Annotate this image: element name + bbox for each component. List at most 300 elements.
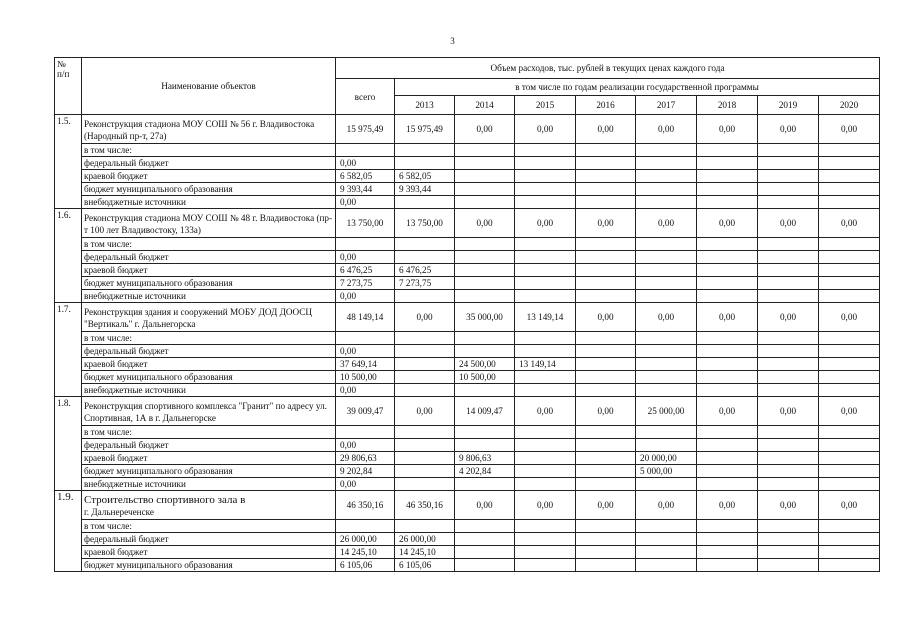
funding-year-value [758, 290, 819, 303]
funding-year-value [455, 559, 515, 572]
funding-total-value: 29 806,63 [336, 452, 395, 465]
funding-year-value [636, 546, 697, 559]
funding-year-value [515, 264, 576, 277]
funding-year-value [758, 157, 819, 170]
funding-total-value: 0,00 [336, 345, 395, 358]
funding-year-value [395, 157, 455, 170]
funding-year-value [819, 290, 880, 303]
funding-year-value [395, 358, 455, 371]
funding-year-value [758, 170, 819, 183]
header-year-2015: 2015 [515, 96, 576, 115]
funding-label: в том числе: [82, 426, 336, 439]
funding-row [55, 264, 880, 277]
funding-total-value [336, 426, 395, 439]
funding-year-value [636, 358, 697, 371]
funding-year-value [576, 170, 636, 183]
funding-total-value: 0,00 [336, 384, 395, 397]
funding-year-value [576, 196, 636, 209]
funding-year-value [455, 144, 515, 157]
funding-year-value [758, 384, 819, 397]
funding-year-value [576, 478, 636, 491]
project-year-value: 0,00 [636, 209, 697, 238]
header-total-cell: всего [336, 79, 395, 115]
funding-year-value [455, 345, 515, 358]
funding-row [55, 144, 880, 157]
funding-year-value: 6 105,06 [395, 559, 455, 572]
project-year-value: 0,00 [455, 491, 515, 520]
funding-label: бюджет муниципального образования [82, 183, 336, 196]
funding-year-value [697, 196, 758, 209]
funding-year-value [515, 332, 576, 345]
funding-year-value [758, 426, 819, 439]
funding-row [55, 332, 880, 345]
funding-year-value [697, 439, 758, 452]
header-num-line1: № [57, 59, 66, 69]
funding-year-value [576, 384, 636, 397]
funding-year-value [819, 384, 880, 397]
funding-total-value: 37 649,14 [336, 358, 395, 371]
funding-year-value [395, 439, 455, 452]
funding-total-value: 0,00 [336, 439, 395, 452]
funding-year-value [515, 170, 576, 183]
project-row [55, 209, 880, 238]
table-body [55, 115, 880, 572]
funding-year-value [515, 533, 576, 546]
funding-year-value [758, 478, 819, 491]
project-name-line1: Строительство спортивного зала в [84, 494, 246, 506]
funding-year-value: 26 000,00 [395, 533, 455, 546]
funding-total-value [336, 144, 395, 157]
funding-year-value [455, 264, 515, 277]
funding-year-value [515, 345, 576, 358]
funding-year-value [697, 533, 758, 546]
funding-year-value [576, 546, 636, 559]
project-year-value: 0,00 [455, 209, 515, 238]
funding-year-value [395, 144, 455, 157]
project-number: 1.8. [55, 397, 82, 491]
funding-year-value [819, 345, 880, 358]
project-year-value: 15 975,49 [395, 115, 455, 144]
budget-table [54, 57, 880, 572]
funding-year-value [697, 238, 758, 251]
funding-year-value [697, 465, 758, 478]
funding-year-value: 5 000,00 [636, 465, 697, 478]
project-year-value: 0,00 [515, 397, 576, 426]
funding-year-value: 13 149,14 [515, 358, 576, 371]
project-year-value: 0,00 [515, 491, 576, 520]
funding-year-value [758, 520, 819, 533]
project-year-value: 0,00 [576, 303, 636, 332]
funding-row [55, 533, 880, 546]
funding-year-value [819, 426, 880, 439]
funding-year-value [515, 439, 576, 452]
project-total-value: 46 350,16 [336, 491, 395, 520]
funding-year-value [819, 251, 880, 264]
funding-year-value [758, 358, 819, 371]
funding-year-value [758, 371, 819, 384]
funding-year-value: 9 806,63 [455, 452, 515, 465]
funding-year-value [636, 332, 697, 345]
funding-year-value [636, 559, 697, 572]
funding-year-value: 4 202,84 [455, 465, 515, 478]
funding-row [55, 358, 880, 371]
funding-year-value [515, 196, 576, 209]
funding-year-value [697, 144, 758, 157]
project-year-value: 0,00 [697, 303, 758, 332]
funding-year-value [515, 452, 576, 465]
funding-year-value: 20 000,00 [636, 452, 697, 465]
project-name: Реконструкция здания и сооружений МОБУ ДОД ДООСЦ "Вертикаль" г. Дальнегорска [82, 303, 336, 332]
project-year-value: 0,00 [636, 303, 697, 332]
funding-year-value [758, 546, 819, 559]
funding-year-value [819, 559, 880, 572]
page-number: 3 [450, 36, 455, 46]
funding-year-value [576, 251, 636, 264]
funding-row [55, 384, 880, 397]
funding-year-value [576, 533, 636, 546]
funding-year-value [636, 520, 697, 533]
funding-year-value [455, 170, 515, 183]
header-year-2019: 2019 [758, 96, 819, 115]
project-year-value: 0,00 [576, 491, 636, 520]
funding-year-value [697, 157, 758, 170]
funding-year-value [819, 520, 880, 533]
funding-year-value [636, 251, 697, 264]
funding-year-value [758, 251, 819, 264]
funding-year-value [819, 157, 880, 170]
funding-year-value [395, 452, 455, 465]
funding-year-value [576, 277, 636, 290]
funding-total-value: 0,00 [336, 157, 395, 170]
project-total-value: 13 750,00 [336, 209, 395, 238]
funding-year-value [395, 238, 455, 251]
funding-row [55, 345, 880, 358]
funding-year-value [395, 345, 455, 358]
funding-year-value [636, 426, 697, 439]
table-header [55, 58, 880, 115]
funding-year-value [636, 264, 697, 277]
project-year-value: 0,00 [515, 115, 576, 144]
funding-year-value [636, 277, 697, 290]
header-name-cell: Наименование объектов [82, 58, 336, 115]
funding-year-value [697, 371, 758, 384]
project-year-value: 0,00 [636, 115, 697, 144]
project-total-value: 39 009,47 [336, 397, 395, 426]
funding-year-value: 10 500,00 [455, 371, 515, 384]
project-total-value: 48 149,14 [336, 303, 395, 332]
project-year-value: 0,00 [819, 491, 880, 520]
header-year-2018: 2018 [697, 96, 758, 115]
project-row [55, 397, 880, 426]
funding-label: в том числе: [82, 332, 336, 345]
funding-year-value [515, 157, 576, 170]
funding-label: федеральный бюджет [82, 439, 336, 452]
funding-year-value [636, 238, 697, 251]
funding-year-value [819, 196, 880, 209]
funding-year-value [697, 452, 758, 465]
funding-row [55, 157, 880, 170]
funding-year-value [819, 183, 880, 196]
funding-year-value: 14 245,10 [395, 546, 455, 559]
funding-year-value [515, 384, 576, 397]
funding-year-value [697, 290, 758, 303]
funding-row [55, 183, 880, 196]
funding-year-value [697, 332, 758, 345]
funding-year-value [819, 332, 880, 345]
funding-year-value [515, 183, 576, 196]
funding-label: краевой бюджет [82, 264, 336, 277]
funding-year-value [455, 546, 515, 559]
funding-total-value: 26 000,00 [336, 533, 395, 546]
funding-label: бюджет муниципального образования [82, 371, 336, 384]
funding-year-value [455, 332, 515, 345]
funding-total-value: 10 500,00 [336, 371, 395, 384]
funding-year-value [515, 238, 576, 251]
funding-label: федеральный бюджет [82, 533, 336, 546]
funding-year-value [515, 277, 576, 290]
project-year-value: 0,00 [819, 115, 880, 144]
project-year-value: 0,00 [758, 303, 819, 332]
funding-year-value [455, 384, 515, 397]
header-year-2014: 2014 [455, 96, 515, 115]
funding-year-value: 7 273,75 [395, 277, 455, 290]
funding-year-value [576, 520, 636, 533]
funding-year-value [455, 426, 515, 439]
funding-row [55, 170, 880, 183]
funding-year-value [455, 478, 515, 491]
funding-year-value [697, 478, 758, 491]
funding-year-value [758, 264, 819, 277]
funding-total-value [336, 332, 395, 345]
funding-label: краевой бюджет [82, 452, 336, 465]
funding-year-value [636, 533, 697, 546]
funding-year-value [576, 358, 636, 371]
project-name: Реконструкция стадиона МОУ СОШ № 48 г. Владивостока (пр-т 100 лет Владивостоку, 133а) [82, 209, 336, 238]
funding-year-value [576, 426, 636, 439]
funding-year-value [395, 520, 455, 533]
funding-year-value [758, 465, 819, 478]
project-year-value: 0,00 [395, 397, 455, 426]
funding-year-value: 6 476,25 [395, 264, 455, 277]
funding-row [55, 452, 880, 465]
funding-year-value [515, 426, 576, 439]
funding-label: бюджет муниципального образования [82, 559, 336, 572]
funding-row [55, 196, 880, 209]
funding-year-value [819, 264, 880, 277]
funding-year-value [455, 251, 515, 264]
funding-year-value [455, 238, 515, 251]
funding-year-value [636, 290, 697, 303]
funding-year-value: 9 393,44 [395, 183, 455, 196]
funding-year-value [636, 183, 697, 196]
header-year-2013: 2013 [395, 96, 455, 115]
funding-year-value [576, 157, 636, 170]
project-year-value: 0,00 [758, 491, 819, 520]
project-name-line2: г. Дальнереченске [84, 507, 154, 517]
project-number: 1.6. [55, 209, 82, 303]
funding-row [55, 371, 880, 384]
project-number: 1.5. [55, 115, 82, 209]
funding-year-value [697, 384, 758, 397]
funding-total-value: 0,00 [336, 251, 395, 264]
funding-year-value [576, 183, 636, 196]
project-name: Реконструкция спортивного комплекса "Гранит" по адресу ул. Спортивная, 1А в г. Дальнегорске [82, 397, 336, 426]
funding-row [55, 559, 880, 572]
funding-total-value: 14 245,10 [336, 546, 395, 559]
funding-year-value [758, 144, 819, 157]
funding-label: в том числе: [82, 520, 336, 533]
funding-label: внебюджетные источники [82, 290, 336, 303]
project-year-value: 0,00 [636, 491, 697, 520]
funding-year-value [515, 546, 576, 559]
funding-year-value [515, 559, 576, 572]
funding-row [55, 520, 880, 533]
funding-year-value [636, 196, 697, 209]
funding-year-value [636, 384, 697, 397]
funding-label: внебюджетные источники [82, 196, 336, 209]
funding-year-value [819, 170, 880, 183]
funding-year-value [576, 332, 636, 345]
funding-year-value [455, 277, 515, 290]
funding-year-value [758, 345, 819, 358]
funding-total-value: 0,00 [336, 290, 395, 303]
funding-row [55, 478, 880, 491]
funding-year-value [395, 371, 455, 384]
project-year-value: 0,00 [697, 491, 758, 520]
funding-year-value [515, 465, 576, 478]
funding-label: краевой бюджет [82, 358, 336, 371]
project-year-value: 0,00 [395, 303, 455, 332]
project-year-value: 0,00 [697, 115, 758, 144]
funding-row [55, 290, 880, 303]
header-year-2020: 2020 [819, 96, 880, 115]
funding-year-value [697, 264, 758, 277]
project-year-value: 0,00 [515, 209, 576, 238]
funding-total-value: 9 202,84 [336, 465, 395, 478]
funding-year-value [576, 559, 636, 572]
funding-year-value [515, 290, 576, 303]
funding-year-value [576, 264, 636, 277]
funding-year-value [576, 238, 636, 251]
funding-year-value [697, 183, 758, 196]
funding-label: бюджет муниципального образования [82, 277, 336, 290]
funding-year-value [819, 478, 880, 491]
header-years-title: в том числе по годам реализации государственной программы [395, 79, 880, 96]
funding-year-value [636, 439, 697, 452]
funding-year-value [819, 452, 880, 465]
funding-row [55, 426, 880, 439]
funding-year-value [636, 170, 697, 183]
funding-year-value [515, 520, 576, 533]
funding-total-value: 6 582,05 [336, 170, 395, 183]
funding-year-value [697, 546, 758, 559]
funding-total-value: 6 105,06 [336, 559, 395, 572]
funding-year-value [819, 533, 880, 546]
project-year-value: 0,00 [758, 397, 819, 426]
funding-year-value [697, 358, 758, 371]
funding-year-value [395, 384, 455, 397]
funding-label: федеральный бюджет [82, 157, 336, 170]
project-year-value: 0,00 [455, 115, 515, 144]
header-num-cell [55, 58, 82, 115]
funding-label: краевой бюджет [82, 170, 336, 183]
funding-year-value [697, 426, 758, 439]
funding-year-value [819, 371, 880, 384]
funding-year-value [697, 170, 758, 183]
funding-year-value [455, 520, 515, 533]
funding-year-value [758, 332, 819, 345]
funding-year-value [819, 144, 880, 157]
funding-total-value: 7 273,75 [336, 277, 395, 290]
funding-total-value: 0,00 [336, 478, 395, 491]
project-year-value: 25 000,00 [636, 397, 697, 426]
project-year-value: 0,00 [576, 397, 636, 426]
funding-year-value [576, 452, 636, 465]
project-year-value: 13 750,00 [395, 209, 455, 238]
funding-year-value [758, 559, 819, 572]
funding-row [55, 238, 880, 251]
funding-label: федеральный бюджет [82, 345, 336, 358]
funding-year-value [395, 196, 455, 209]
funding-year-value [758, 533, 819, 546]
funding-year-value [455, 290, 515, 303]
project-year-value: 0,00 [819, 209, 880, 238]
project-year-value: 0,00 [576, 209, 636, 238]
funding-year-value [515, 251, 576, 264]
funding-label: краевой бюджет [82, 546, 336, 559]
funding-year-value [758, 196, 819, 209]
funding-year-value [455, 533, 515, 546]
project-row [55, 491, 880, 520]
project-year-value: 46 350,16 [395, 491, 455, 520]
funding-label: в том числе: [82, 238, 336, 251]
funding-year-value [455, 439, 515, 452]
funding-label: в том числе: [82, 144, 336, 157]
header-expenses-title: Объем расходов, тыс. рублей в текущих ценах каждого года [336, 58, 880, 79]
funding-year-value [395, 465, 455, 478]
project-year-value: 0,00 [697, 209, 758, 238]
funding-label: внебюджетные источники [82, 478, 336, 491]
funding-year-value [697, 520, 758, 533]
funding-year-value [819, 439, 880, 452]
funding-year-value [395, 478, 455, 491]
funding-total-value: 9 393,44 [336, 183, 395, 196]
funding-year-value [758, 439, 819, 452]
funding-year-value [819, 277, 880, 290]
project-total-value: 15 975,49 [336, 115, 395, 144]
project-year-value: 0,00 [697, 397, 758, 426]
project-year-value: 35 000,00 [455, 303, 515, 332]
funding-year-value [515, 144, 576, 157]
funding-year-value [758, 452, 819, 465]
funding-year-value [395, 332, 455, 345]
project-year-value: 14 009,47 [455, 397, 515, 426]
funding-year-value [576, 465, 636, 478]
funding-year-value [515, 478, 576, 491]
header-year-2016: 2016 [576, 96, 636, 115]
funding-year-value [636, 144, 697, 157]
funding-total-value: 6 476,25 [336, 264, 395, 277]
project-year-value: 0,00 [819, 397, 880, 426]
funding-year-value [515, 371, 576, 384]
funding-year-value: 6 582,05 [395, 170, 455, 183]
funding-year-value [819, 546, 880, 559]
project-row [55, 115, 880, 144]
funding-year-value [395, 251, 455, 264]
funding-year-value [636, 345, 697, 358]
funding-total-value: 0,00 [336, 196, 395, 209]
funding-total-value [336, 520, 395, 533]
